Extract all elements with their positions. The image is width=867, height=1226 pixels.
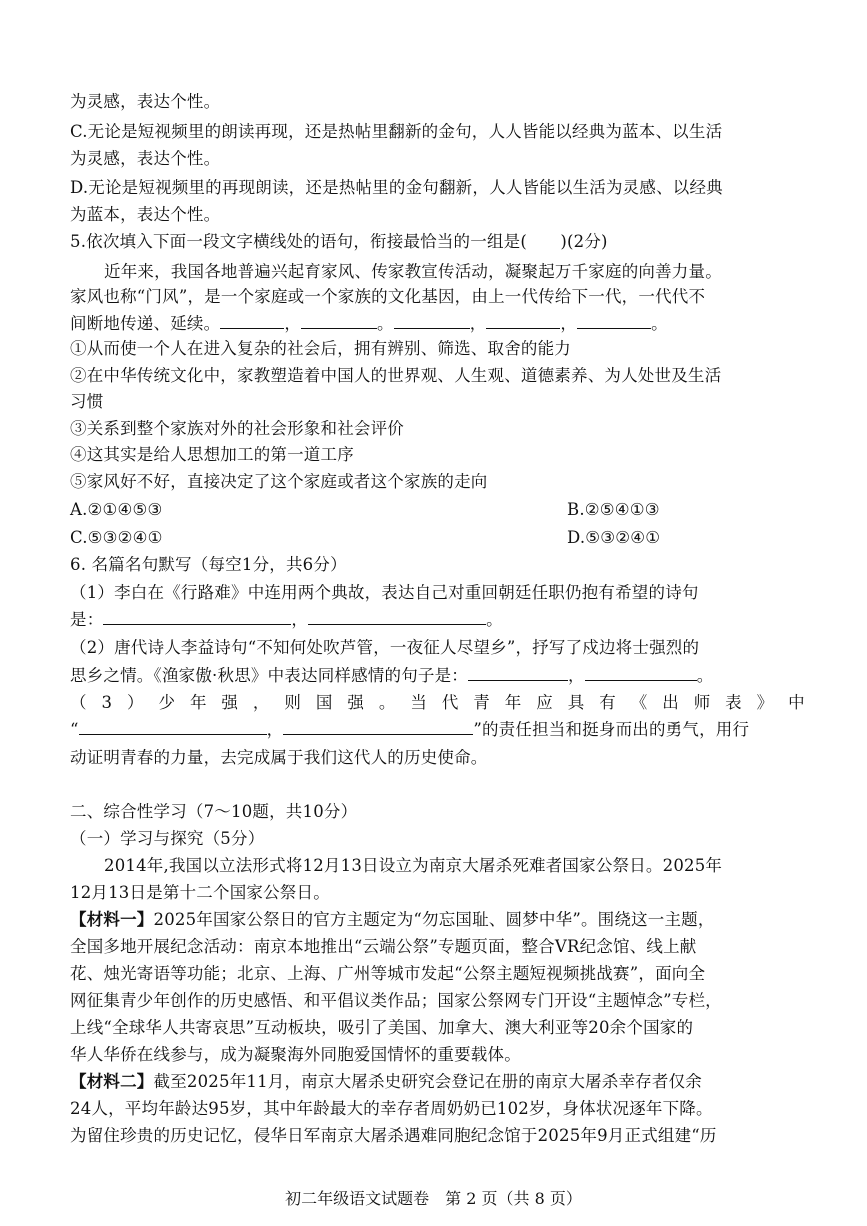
q5-blank-3[interactable] (394, 313, 470, 329)
q5-options-row2 (70, 526, 805, 550)
q6-part3-char: 师 (693, 693, 711, 712)
page-footer: 初二年级语文试题卷 第 2 页（共 8 页） (285, 1189, 582, 1208)
q6-part3-char: 代 (441, 693, 459, 712)
material1-line6: 华人华侨在线参与，成为凝聚海外同胞爱国情怀的重要载体。 (70, 1045, 521, 1064)
q5-sep: 。 (651, 314, 668, 333)
q5-blank-2[interactable] (301, 313, 377, 329)
q6-part3-char: 年 (504, 693, 522, 712)
option-c-line2: 为灵感，表达个性。 (70, 149, 221, 168)
option-c-line1: C.无论是短视频里的朗读再现，还是热帖里翻新的金句，人人皆能以经典为蓝本、以生活 (70, 122, 723, 141)
q6-part3-line2 (70, 718, 805, 742)
material2-line1 (70, 1070, 805, 1094)
material2-text: 截至2025年11月，南京大屠杀史研究会登记在册的南京大屠杀幸存者仅余 (153, 1072, 702, 1091)
material2-line3: 为留住珍贵的历史记忆，侵华日军南京大屠杀遇难同胞纪念馆于2025年9月正式组建“历 (70, 1126, 717, 1145)
q6-stem: 6. 名篇名句默写（每空1分，共6分） (70, 555, 347, 574)
q6-part2-line1: （2）唐代诗人李益诗句“不知何处吹芦管，一夜征人尽望乡”，抒写了戍边将士强烈的 (70, 638, 700, 657)
q5-blank-5[interactable] (577, 313, 651, 329)
option-d-line2: 为蓝本，表达个性。 (70, 205, 221, 224)
material2-line2: 24人，平均年龄达95岁，其中年龄最大的幸存者周奶奶已102岁，身体状况逐年下降。 (70, 1099, 713, 1118)
q6-blank-4[interactable] (585, 665, 697, 681)
q5-sentence-5: ⑤家风好不好，直接决定了这个家庭或者这个家族的走向 (70, 472, 488, 491)
q6-part3-rest: ”的责任担当和挺身而出的勇气，用行 (473, 720, 750, 739)
q6-part3-char: 具 (567, 693, 585, 712)
q5-para-line2: 家风也称“门风”，是一个家庭或一个家族的文化基因，由上一代传给下一代，一代代不 (70, 287, 706, 306)
q6-sep: ， (266, 720, 284, 739)
q6-blank-5[interactable] (79, 719, 267, 735)
q6-part3-char: 当 (410, 693, 428, 712)
q5-sep: 。 (377, 314, 394, 333)
q6-sep: ， (291, 610, 309, 629)
q6-part3-char: 应 (536, 693, 553, 712)
q6-part3-char: 年 (189, 693, 207, 712)
material1-label: 【材料一】 (70, 910, 154, 929)
q6-part3-char: 则 (284, 693, 302, 712)
q6-blank-3[interactable] (468, 665, 568, 681)
q6-part3-char: （ (70, 693, 87, 712)
q5-sentence-3: ③关系到整个家族对外的社会形象和社会评价 (70, 419, 404, 438)
q6-sep: ， (568, 666, 585, 685)
q6-part3-char: 强 (221, 693, 239, 712)
q5-options-row1 (70, 498, 805, 522)
q6-part3-char: ） (126, 693, 144, 712)
intro-line1: 2014年,我国以立法形式将12月13日设立为南京大屠杀死难者国家公祭日。2025年 (104, 856, 723, 875)
material1-line1 (70, 908, 805, 932)
q6-part3-char: 中 (788, 693, 805, 712)
material1-text: 2025年国家公祭日的官方主题定为“勿忘国耻、圆梦中华”。围绕这一主题， (153, 910, 715, 929)
q5-para-line1: 近年来，我国各地普遍兴起育家风、传家教宣传活动，凝聚起万千家庭的向善力量。 (104, 262, 722, 281)
material1-line4: 网征集青少年创作的历史感悟、和平倡议类作品；国家公祭网专门开设“主题悼念”专栏， (70, 991, 722, 1010)
q6-part3-char: 。 (378, 693, 396, 712)
material1-line5: 上线“全球华人共寄哀思”互动板块，吸引了美国、加拿大、澳大利亚等20余个国家的 (70, 1018, 694, 1037)
q6-part2-line2 (70, 664, 805, 688)
material1-line2: 全国多地开展纪念活动：南京本地推出“云端公祭”专题页面，整合VR纪念馆、线上献 (70, 937, 697, 956)
q6-part3-char: 有 (599, 693, 616, 712)
q6-part3-char: 强 (347, 693, 365, 712)
q6-part3-char: 少 (158, 693, 176, 712)
q5-sentence-4: ④这其实是给人思想加工的第一道工序 (70, 445, 354, 464)
q5-para-line3 (70, 312, 805, 336)
q6-part2-label: 思乡之情。《渔家傲·秋思》中表达同样感情的句子是： (70, 666, 468, 685)
q6-part1-label: 是： (70, 610, 104, 629)
q5-para-prefix: 间断地传递、延续。 (70, 314, 221, 333)
material2-label: 【材料二】 (70, 1072, 154, 1091)
q6-quote-open: “ (70, 720, 79, 739)
q5-sentence-2b: 习惯 (70, 392, 104, 411)
q5-blank-4[interactable] (486, 313, 560, 329)
intro-line2: 12月13日是第十二个国家公祭日。 (70, 883, 330, 902)
q5-sep: ， (284, 314, 302, 333)
q6-part3-char: 3 (101, 693, 113, 712)
section2-title: 二、综合性学习（7～10题，共10分） (70, 802, 358, 821)
q6-part3-line1 (70, 691, 805, 715)
q6-part1-line2 (70, 608, 805, 632)
q5-stem: 5.依次填入下面一段文字横线处的语句，衔接最恰当的一组是( )(2分) (70, 232, 608, 251)
q6-part3-char: 》 (756, 693, 774, 712)
q5-option-d[interactable]: D.⑤③②④① (567, 528, 661, 547)
q5-option-a[interactable]: A.②①④⑤③ (70, 500, 163, 519)
option-d-line1: D.无论是短视频里的再现朗读，还是热帖里的金句翻新，人人皆能以生活为灵感、以经典 (70, 178, 723, 197)
q6-blank-1[interactable] (103, 609, 291, 625)
q5-sentence-2a: ②在中华传统文化中，家教塑造着中国人的世界观、人生观、道德素养、为人处世及生活 (70, 366, 722, 385)
q6-part3-char: ， (252, 693, 270, 712)
q6-part3-char: 青 (473, 693, 490, 712)
q5-option-c[interactable]: C.⑤③②④① (70, 528, 163, 547)
q6-part3-char: 国 (315, 693, 333, 712)
section2-subtitle: （一）学习与探究（5分） (70, 829, 265, 848)
q6-part3-char: 《 (630, 693, 648, 712)
q6-part3-line3: 动证明青春的力量，去完成属于我们这代人的历史使命。 (70, 748, 488, 767)
q5-sentence-1: ①从而使一个人在进入复杂的社会后，拥有辨别、筛选、取舍的能力 (70, 339, 571, 358)
q6-part3-char: 表 (725, 693, 742, 712)
material1-line3: 花、烛光寄语等功能；北京、上海、广州等城市发起“公祭主题短视频挑战赛”，面向全 (70, 964, 706, 983)
q6-blank-6[interactable] (283, 719, 473, 735)
q5-blank-1[interactable] (220, 313, 284, 329)
q6-part1-line1: （1）李白在《行路难》中连用两个典故，表达自己对重回朝廷任职仍抱有希望的诗句 (70, 583, 699, 602)
q6-sep: 。 (696, 666, 714, 685)
option-b-tail: 为灵感，表达个性。 (70, 92, 221, 111)
q5-sep: ， (469, 314, 487, 333)
q5-option-b[interactable]: B.②⑤④①③ (567, 500, 660, 519)
q6-sep: 。 (486, 610, 503, 629)
q5-sep: ， (560, 314, 578, 333)
q6-blank-2[interactable] (308, 609, 486, 625)
q6-part3-char: 出 (662, 693, 679, 712)
